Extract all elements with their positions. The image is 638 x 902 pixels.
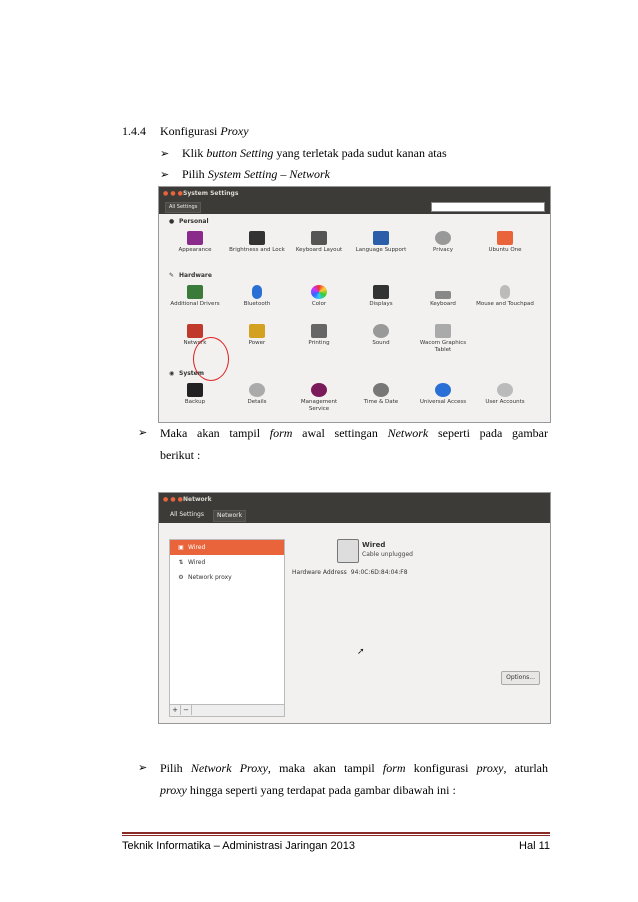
bullet-text: Pilih bbox=[182, 167, 208, 181]
bullet-text: konfigurasi bbox=[405, 761, 477, 775]
power-icon bbox=[249, 324, 265, 338]
section-number: 1.4.4 bbox=[122, 124, 146, 138]
bullet-arrow-icon: ➢ bbox=[138, 426, 148, 439]
item-label: Mouse and Touchpad bbox=[476, 301, 534, 307]
item-label: Wired bbox=[188, 559, 206, 566]
section-label: Personal bbox=[179, 218, 209, 225]
settings-item-appearance[interactable] bbox=[166, 231, 224, 254]
settings-item-details[interactable] bbox=[228, 383, 286, 406]
settings-item-keyboard-layout[interactable] bbox=[290, 231, 348, 254]
page-footer bbox=[122, 840, 550, 852]
network-icon bbox=[187, 324, 203, 338]
window-title: Network bbox=[183, 496, 212, 503]
item-label: Printing bbox=[308, 340, 330, 346]
appearance-icon bbox=[187, 231, 203, 245]
breadcrumb-all-settings[interactable]: All Settings bbox=[170, 511, 204, 518]
settings-item-user-accounts[interactable] bbox=[476, 383, 534, 406]
item-label: Network proxy bbox=[188, 574, 232, 581]
bluetooth-icon bbox=[252, 285, 262, 299]
remove-button[interactable]: − bbox=[181, 705, 192, 715]
search-input[interactable] bbox=[431, 202, 545, 212]
item-label: Backup bbox=[184, 399, 206, 405]
settings-item-color[interactable] bbox=[290, 285, 348, 308]
wacom-icon bbox=[435, 324, 451, 338]
bullet-italic: proxy bbox=[160, 783, 187, 797]
hardware-address-label: Hardware Address bbox=[292, 569, 347, 576]
item-label: Brightness and Lock bbox=[229, 247, 285, 253]
item-label: Appearance bbox=[178, 247, 212, 253]
wired-icon: ▣ bbox=[178, 544, 184, 551]
wired-status: Cable unplugged bbox=[362, 551, 413, 558]
settings-item-sound[interactable] bbox=[352, 324, 410, 347]
system-settings-screenshot bbox=[158, 186, 551, 423]
footer-rule bbox=[122, 832, 550, 834]
bullet-italic: System Setting – Network bbox=[207, 167, 331, 181]
item-label: Management Service bbox=[300, 399, 338, 412]
accessibility-icon bbox=[435, 383, 451, 397]
footer-left: Teknik Informatika – Administrasi Jaringan 2013 bbox=[122, 840, 355, 852]
language-icon bbox=[373, 231, 389, 245]
bullet-arrow-icon: ➢ bbox=[138, 761, 148, 774]
bullet-4 bbox=[138, 757, 548, 801]
bullet-text: hingga seperti yang terdapat pada gambar dibawah ini : bbox=[186, 783, 456, 797]
keyboard-layout-icon bbox=[311, 231, 327, 245]
ubuntu-one-icon bbox=[497, 231, 513, 245]
settings-item-backup[interactable] bbox=[166, 383, 224, 406]
connection-list bbox=[169, 539, 285, 717]
toolbar bbox=[159, 200, 550, 214]
item-label: Keyboard bbox=[430, 301, 456, 307]
bullet-1 bbox=[160, 146, 447, 161]
mouse-icon bbox=[500, 285, 510, 299]
bullet-text: awal settingan bbox=[292, 426, 388, 440]
item-label: Keyboard Layout bbox=[295, 247, 343, 253]
color-icon bbox=[311, 285, 327, 299]
item-label: Network bbox=[183, 340, 207, 346]
item-label: Universal Access bbox=[419, 399, 467, 405]
bullet-text: yang terletak pada sudut kanan atas bbox=[273, 146, 447, 160]
breadcrumb-network[interactable]: Network bbox=[213, 510, 246, 522]
item-label: Details bbox=[247, 399, 267, 405]
list-item-wired-2[interactable] bbox=[170, 555, 284, 570]
section-title-italic: Proxy bbox=[220, 124, 249, 138]
list-toolbar bbox=[170, 704, 284, 716]
backup-icon bbox=[187, 383, 203, 397]
privacy-icon bbox=[435, 231, 451, 245]
bullet-3 bbox=[138, 422, 549, 466]
section-title: Konfigurasi bbox=[160, 124, 221, 138]
wired-device-icon bbox=[337, 539, 359, 563]
window-titlebar bbox=[159, 187, 550, 200]
bullet-text: , maka akan tampil bbox=[267, 761, 383, 775]
item-label: Additional Drivers bbox=[170, 301, 220, 307]
section-hardware bbox=[169, 272, 212, 279]
bullet-text: Maka akan tampil bbox=[160, 426, 270, 440]
bullet-3-line2: berikut : bbox=[160, 448, 201, 462]
users-icon bbox=[497, 383, 513, 397]
hardware-address-row bbox=[292, 569, 408, 576]
sound-icon bbox=[373, 324, 389, 338]
bullet-arrow-icon: ➢ bbox=[160, 147, 170, 160]
item-label: Bluetooth bbox=[243, 301, 271, 307]
section-system bbox=[169, 370, 204, 377]
drivers-icon bbox=[187, 285, 203, 299]
list-item-wired[interactable] bbox=[170, 540, 284, 555]
bullet-text: seperti pada gambar bbox=[428, 426, 549, 440]
settings-item-ubuntu-one[interactable] bbox=[476, 231, 534, 254]
settings-item-additional-drivers[interactable] bbox=[166, 285, 224, 308]
add-button[interactable]: + bbox=[170, 705, 181, 715]
item-label: Sound bbox=[372, 340, 390, 346]
page-number: Hal 11 bbox=[519, 840, 550, 852]
item-label: Power bbox=[248, 340, 266, 346]
toolbar bbox=[159, 507, 550, 523]
mouse-cursor-icon: ➚ bbox=[357, 647, 365, 657]
bullet-2 bbox=[160, 167, 330, 182]
settings-item-management[interactable] bbox=[290, 383, 348, 413]
settings-item-privacy[interactable] bbox=[414, 231, 472, 254]
bullet-4-line2 bbox=[160, 779, 548, 801]
gear-icon bbox=[249, 383, 265, 397]
bullet-text: , aturlah bbox=[503, 761, 548, 775]
hardware-address-value: 94:0C:6D:84:04:F8 bbox=[350, 569, 408, 576]
item-label: User Accounts bbox=[485, 399, 525, 405]
displays-icon bbox=[373, 285, 389, 299]
bullet-italic: Network Proxy bbox=[190, 761, 268, 775]
item-label: Color bbox=[311, 301, 327, 307]
settings-item-bluetooth[interactable] bbox=[228, 285, 286, 308]
settings-item-time-date[interactable] bbox=[352, 383, 410, 406]
wrench-icon: ✎ bbox=[169, 272, 175, 279]
clock-icon bbox=[373, 383, 389, 397]
proxy-icon: ⚙ bbox=[178, 574, 184, 581]
management-icon bbox=[311, 383, 327, 397]
settings-item-keyboard[interactable] bbox=[414, 285, 472, 308]
window-titlebar bbox=[159, 493, 550, 507]
item-label: Wacom Graphics Tablet bbox=[419, 340, 467, 353]
bullet-italic: form bbox=[269, 426, 293, 440]
item-label: Wired bbox=[188, 544, 206, 551]
options-button[interactable]: Options... bbox=[501, 671, 540, 685]
settings-item-wacom[interactable] bbox=[414, 324, 472, 354]
settings-item-brightness[interactable] bbox=[228, 231, 286, 254]
keyboard-icon bbox=[435, 291, 451, 299]
item-label: Time & Date bbox=[363, 399, 399, 405]
network-icon: ⇅ bbox=[178, 559, 184, 566]
section-heading bbox=[122, 124, 249, 139]
bullet-arrow-icon: ➢ bbox=[160, 168, 170, 181]
printer-icon bbox=[311, 324, 327, 338]
window-controls-icon[interactable]: ● ● ● bbox=[163, 496, 183, 503]
bullet-italic: Network bbox=[387, 426, 429, 440]
item-label: Privacy bbox=[433, 247, 453, 253]
brightness-icon bbox=[249, 231, 265, 245]
settings-item-printing[interactable] bbox=[290, 324, 348, 347]
item-label: Displays bbox=[369, 301, 393, 307]
person-icon: ● bbox=[169, 218, 175, 225]
settings-item-language[interactable] bbox=[352, 231, 410, 254]
network-screenshot bbox=[158, 492, 551, 724]
settings-item-mouse[interactable] bbox=[476, 285, 534, 308]
bullet-italic: button Setting bbox=[206, 146, 274, 160]
all-settings-button[interactable]: All Settings bbox=[165, 202, 201, 213]
bullet-3-line1 bbox=[138, 422, 549, 444]
footer-rule-thin bbox=[122, 835, 550, 836]
bullet-text: Pilih bbox=[160, 761, 191, 775]
item-label: Language Support bbox=[355, 247, 407, 253]
settings-item-universal-access[interactable] bbox=[414, 383, 472, 406]
bullet-text: Klik bbox=[182, 146, 207, 160]
item-label: Ubuntu One bbox=[488, 247, 522, 253]
bullet-4-line1 bbox=[138, 757, 548, 779]
section-label: System bbox=[179, 370, 204, 377]
section-label: Hardware bbox=[179, 272, 212, 279]
section-personal bbox=[169, 218, 209, 225]
system-icon: ◉ bbox=[169, 370, 175, 377]
settings-item-power[interactable] bbox=[228, 324, 286, 347]
window-controls-icon[interactable]: ● ● ● bbox=[163, 190, 183, 197]
settings-item-displays[interactable] bbox=[352, 285, 410, 308]
list-item-network-proxy[interactable] bbox=[170, 570, 284, 585]
window-title: System Settings bbox=[183, 190, 239, 197]
bullet-italic: form bbox=[382, 761, 406, 775]
wired-title: Wired bbox=[362, 541, 386, 549]
bullet-italic: proxy bbox=[476, 761, 504, 775]
